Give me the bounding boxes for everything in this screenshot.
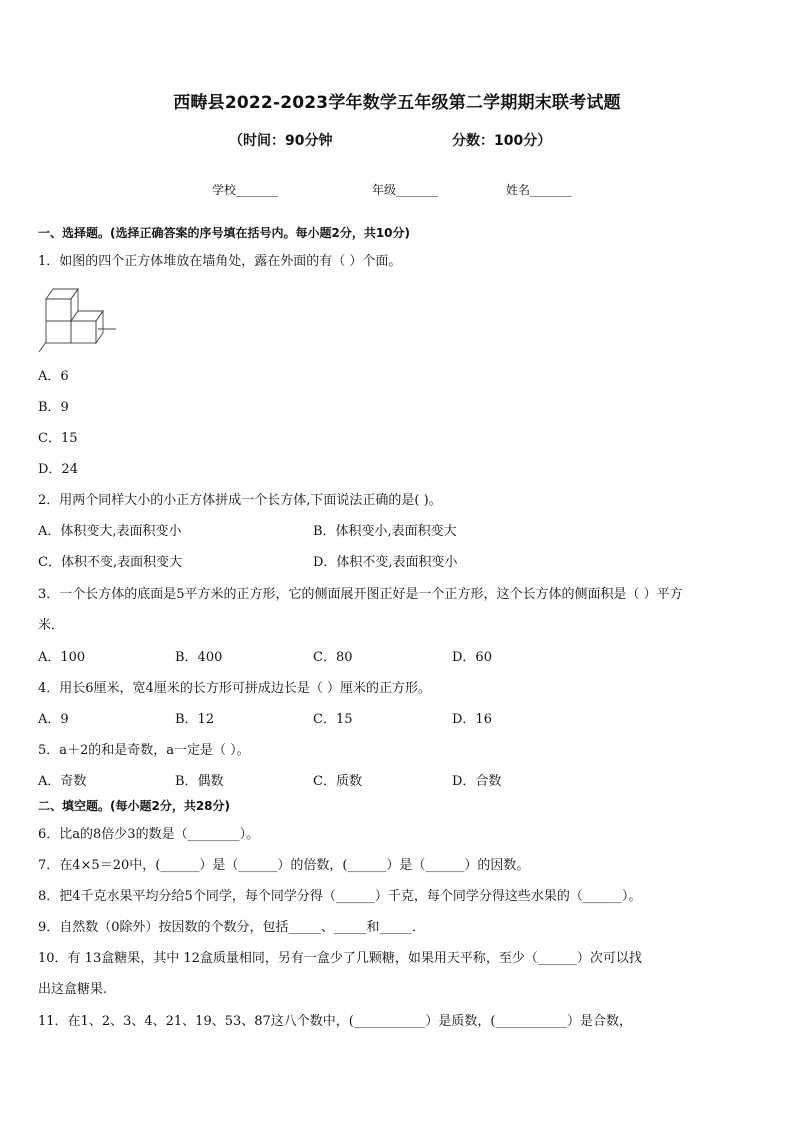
q4-text: 4．用长6厘米，宽4厘米的长方形可拼成边长是（ ）厘米的正方形。 — [38, 681, 431, 696]
q1-text: 1．如图的四个正方体堆放在墙角处，露在外面的有（ ）个面。 — [38, 254, 402, 269]
q3-text-line2: 米． — [38, 618, 65, 633]
q3-text-line1: 3．一个长方体的底面是5平方米的正方形，它的侧面展开图正好是一个正方形，这个长方体的侧面积是（ ）平方 — [38, 587, 683, 602]
q2-option-c: C．体积不变,表面积变大 — [38, 555, 183, 570]
q1-option-a: A．6 — [38, 369, 69, 384]
q4-option-c: C．15 — [313, 712, 353, 727]
section1-heading: 一、选择题。(选择正确答案的序号填在括号内。每小题2分，共10分) — [38, 226, 411, 240]
exam-score: 分数：100分） — [452, 133, 552, 149]
q1-option-c: C．15 — [38, 431, 78, 446]
q11-text: 11．在1、2、3、4、21、19、53、87这八个数中，(___________）是质数，(___________）是合数， — [38, 1014, 632, 1029]
name-field: 姓名_______ — [506, 183, 573, 197]
q2-option-a: A．体积变大,表面积变小 — [38, 524, 182, 539]
q6-text: 6．比a的8倍少3的数是（________）。 — [38, 827, 260, 842]
q1-option-b: B．9 — [38, 400, 69, 415]
cube-stack-figure — [36, 285, 118, 353]
q3-option-a: A．100 — [38, 650, 86, 665]
q5-option-b: B．偶数 — [175, 774, 224, 789]
page-title: 西畴县2022-2023学年数学五年级第二学期期末联考试题 — [173, 93, 621, 113]
q1-option-d: D．24 — [38, 462, 78, 477]
q4-option-b: B．12 — [175, 712, 215, 727]
q2-option-b: B．体积变小,表面积变大 — [313, 524, 457, 539]
exam-time: （时间：90分钟 — [229, 133, 333, 149]
q5-option-a: A．奇数 — [38, 774, 87, 789]
q5-option-d: D．合数 — [452, 774, 502, 789]
q5-option-c: C．质数 — [313, 774, 362, 789]
q8-text: 8．把4千克水果平均分给5个同学，每个同学分得（______）千克，每个同学分得这些水果的（______）。 — [38, 889, 642, 904]
q9-text: 9．自然数（0除外）按因数的个数分，包括_____、_____和_____． — [38, 920, 426, 935]
q4-option-a: A．9 — [38, 712, 69, 727]
q4-option-d: D．16 — [452, 712, 492, 727]
school-field: 学校_______ — [212, 183, 279, 197]
q2-text: 2．用两个同样大小的小正方体拼成一个长方体,下面说法正确的是( )。 — [38, 493, 442, 508]
q5-text: 5．a＋2的和是奇数，a一定是（ ）。 — [38, 743, 250, 758]
q3-option-b: B．400 — [175, 650, 223, 665]
q10-text-line2: 出这盒糖果. — [38, 982, 108, 997]
grade-field: 年级_______ — [372, 183, 439, 197]
q2-option-d: D．体积不变,表面积变小 — [313, 555, 458, 570]
q3-option-d: D．60 — [452, 650, 492, 665]
section2-heading: 二、填空题。(每小题2分，共28分) — [38, 799, 231, 813]
q3-option-c: C．80 — [313, 650, 353, 665]
q7-text: 7．在4×5＝20中，(______）是（______）的倍数，(______）是（______）的因数。 — [38, 858, 530, 873]
q10-text-line1: 10．有 13盒糖果，其中 12盒质量相同，另有一盒少了几颗糖，如果用天平称，至少（______）次可以找 — [38, 951, 642, 966]
